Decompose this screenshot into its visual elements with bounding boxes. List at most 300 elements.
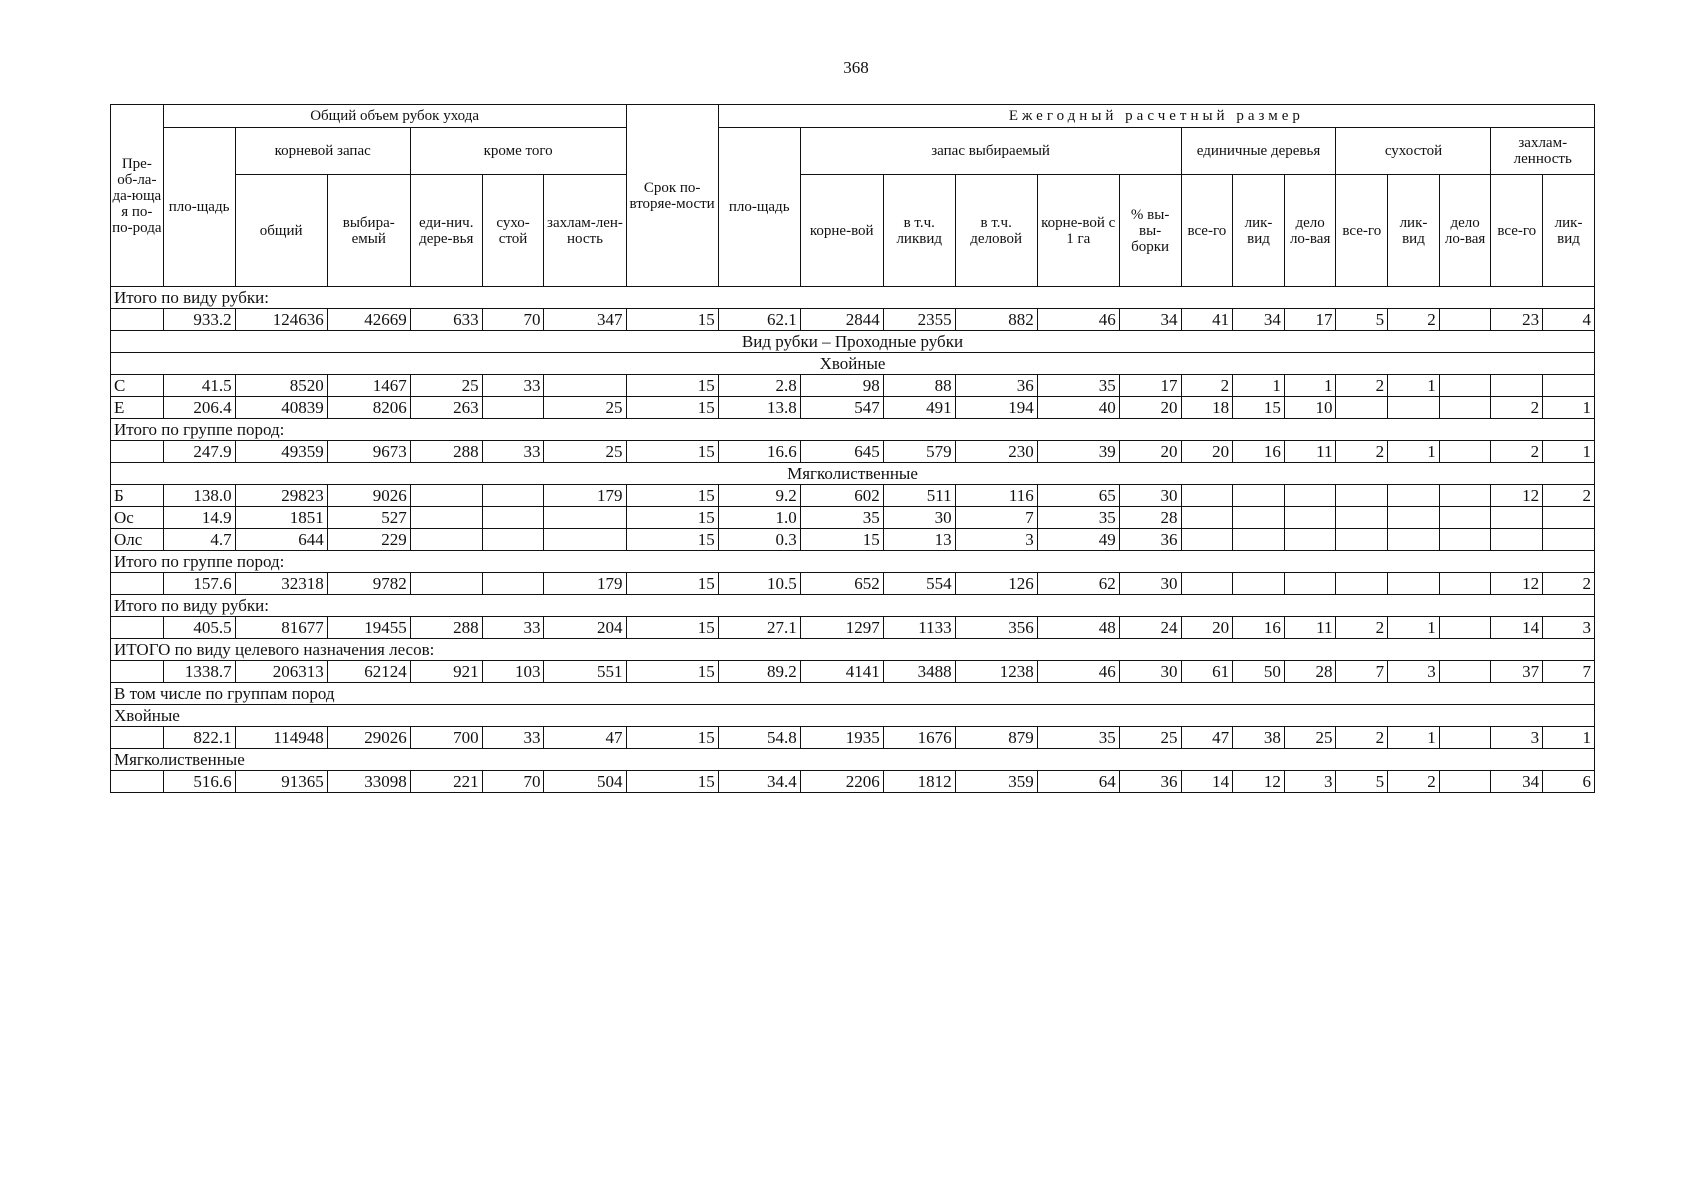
subtotal-label: ИТОГО по виду целевого назначения лесов: bbox=[111, 639, 1595, 661]
table-cell: 33098 bbox=[327, 771, 410, 793]
table-cell bbox=[111, 727, 164, 749]
table-cell: 15 bbox=[626, 485, 718, 507]
table-cell: 179 bbox=[544, 573, 626, 595]
table-cell: 1 bbox=[1543, 397, 1595, 419]
header-all2: все-го bbox=[1336, 175, 1388, 287]
table-cell bbox=[1388, 529, 1440, 551]
table-cell: 13 bbox=[883, 529, 955, 551]
table-cell: 30 bbox=[1119, 573, 1181, 595]
table-cell: 30 bbox=[1119, 485, 1181, 507]
table-cell bbox=[111, 771, 164, 793]
subtotal-label: В том числе по группам пород bbox=[111, 683, 1595, 705]
table-cell: 9782 bbox=[327, 573, 410, 595]
table-cell: 3488 bbox=[883, 661, 955, 683]
table-cell bbox=[1336, 573, 1388, 595]
table-cell: 921 bbox=[410, 661, 482, 683]
table-row bbox=[111, 617, 1595, 639]
table-cell bbox=[1439, 485, 1491, 507]
table-cell: 2 bbox=[1491, 441, 1543, 463]
table-cell: 30 bbox=[883, 507, 955, 529]
table-cell: 38 bbox=[1233, 727, 1285, 749]
table-cell: 405.5 bbox=[163, 617, 235, 639]
section-heading: Вид рубки – Проходные рубки bbox=[111, 331, 1595, 353]
table-cell: 12 bbox=[1491, 485, 1543, 507]
table-cell: 36 bbox=[1119, 529, 1181, 551]
table-cell: 10.5 bbox=[718, 573, 800, 595]
table-cell: 359 bbox=[955, 771, 1037, 793]
table-cell: 15 bbox=[626, 397, 718, 419]
table-cell bbox=[1336, 507, 1388, 529]
table-cell: 41.5 bbox=[163, 375, 235, 397]
table-cell: 98 bbox=[800, 375, 883, 397]
table-cell: 2 bbox=[1181, 375, 1233, 397]
table-cell: 17 bbox=[1284, 309, 1336, 331]
table-cell: 1 bbox=[1543, 441, 1595, 463]
table-cell bbox=[1439, 441, 1491, 463]
table-cell: 12 bbox=[1233, 771, 1285, 793]
header-liq2: лик-вид bbox=[1388, 175, 1440, 287]
table-cell: 36 bbox=[1119, 771, 1181, 793]
table-row bbox=[111, 771, 1595, 793]
table-cell: 7 bbox=[1543, 661, 1595, 683]
table-cell bbox=[1491, 507, 1543, 529]
table-cell: 33 bbox=[482, 441, 544, 463]
table-cell: 70 bbox=[482, 309, 544, 331]
table-cell: 65 bbox=[1037, 485, 1119, 507]
table-cell: 882 bbox=[955, 309, 1037, 331]
header-liq3: лик-вид bbox=[1543, 175, 1595, 287]
table-cell: 2 bbox=[1336, 727, 1388, 749]
table-cell: 15 bbox=[1233, 397, 1285, 419]
table-cell: 0.3 bbox=[718, 529, 800, 551]
table-cell: 42669 bbox=[327, 309, 410, 331]
table-cell: 4.7 bbox=[163, 529, 235, 551]
table-cell: 204 bbox=[544, 617, 626, 639]
table-cell bbox=[1388, 507, 1440, 529]
header-litter-sub: захлам-лен-ность bbox=[544, 175, 626, 287]
table-cell: 15 bbox=[626, 617, 718, 639]
table-cell bbox=[111, 309, 164, 331]
table-cell: 30 bbox=[1119, 661, 1181, 683]
harvest-table bbox=[110, 104, 1595, 793]
subtotal-label-row bbox=[111, 287, 1595, 309]
table-cell: 9.2 bbox=[718, 485, 800, 507]
table-row bbox=[111, 397, 1595, 419]
table-cell bbox=[1543, 529, 1595, 551]
subtotal-label: Итого по виду рубки: bbox=[111, 595, 1595, 617]
table-cell bbox=[1439, 727, 1491, 749]
table-cell: 5 bbox=[1336, 771, 1388, 793]
table-cell bbox=[1439, 397, 1491, 419]
table-cell: 2 bbox=[1388, 771, 1440, 793]
header-s-per-ha: корне-вой с 1 га bbox=[1037, 175, 1119, 287]
table-cell: 28 bbox=[1284, 661, 1336, 683]
table-cell: 47 bbox=[544, 727, 626, 749]
subtotal-label-row bbox=[111, 705, 1595, 727]
table-cell: 15 bbox=[800, 529, 883, 551]
table-cell: 652 bbox=[800, 573, 883, 595]
table-cell: 15 bbox=[626, 529, 718, 551]
section-heading-row bbox=[111, 353, 1595, 375]
table-cell: 1 bbox=[1543, 727, 1595, 749]
table-cell: С bbox=[111, 375, 164, 397]
table-cell bbox=[1181, 485, 1233, 507]
table-cell: 879 bbox=[955, 727, 1037, 749]
table-cell bbox=[1439, 375, 1491, 397]
subtotal-label: Мягколиственные bbox=[111, 749, 1595, 771]
table-cell: 504 bbox=[544, 771, 626, 793]
table-cell: 554 bbox=[883, 573, 955, 595]
table-cell: Олс bbox=[111, 529, 164, 551]
header-total-volume: Общий объем рубок ухода bbox=[163, 105, 626, 128]
table-cell: 3 bbox=[955, 529, 1037, 551]
header-root-stock: корневой запас bbox=[235, 128, 410, 175]
table-cell: 70 bbox=[482, 771, 544, 793]
header-litter: захлам-ленность bbox=[1491, 128, 1595, 175]
header-dry: сухо-стой bbox=[482, 175, 544, 287]
table-cell: 2.8 bbox=[718, 375, 800, 397]
table-cell: 34 bbox=[1233, 309, 1285, 331]
table-cell: 50 bbox=[1233, 661, 1285, 683]
table-cell: 10 bbox=[1284, 397, 1336, 419]
header-s-business: в т.ч. деловой bbox=[955, 175, 1037, 287]
table-cell bbox=[482, 485, 544, 507]
table-cell: 40839 bbox=[235, 397, 327, 419]
table-cell: 356 bbox=[955, 617, 1037, 639]
table-cell: 61 bbox=[1181, 661, 1233, 683]
section-heading: Мягколиственные bbox=[111, 463, 1595, 485]
table-row bbox=[111, 309, 1595, 331]
table-cell: 7 bbox=[1336, 661, 1388, 683]
table-cell bbox=[1543, 507, 1595, 529]
table-cell bbox=[1181, 573, 1233, 595]
table-cell: 194 bbox=[955, 397, 1037, 419]
table-cell: 39 bbox=[1037, 441, 1119, 463]
table-cell: 644 bbox=[235, 529, 327, 551]
subtotal-label-row bbox=[111, 749, 1595, 771]
table-cell: 1297 bbox=[800, 617, 883, 639]
table-cell bbox=[410, 485, 482, 507]
table-cell: 91365 bbox=[235, 771, 327, 793]
table-cell: 25 bbox=[410, 375, 482, 397]
table-cell: 288 bbox=[410, 441, 482, 463]
table-cell: 16.6 bbox=[718, 441, 800, 463]
table-cell: 3 bbox=[1284, 771, 1336, 793]
subtotal-label: Итого по виду рубки: bbox=[111, 287, 1595, 309]
table-cell: 5 bbox=[1336, 309, 1388, 331]
table-cell bbox=[1233, 485, 1285, 507]
table-cell: 2355 bbox=[883, 309, 955, 331]
table-cell: 29026 bbox=[327, 727, 410, 749]
table-cell: 1851 bbox=[235, 507, 327, 529]
header-s-root: корне-вой bbox=[800, 175, 883, 287]
table-row bbox=[111, 507, 1595, 529]
header-bus1: дело ло-вая bbox=[1284, 175, 1336, 287]
table-cell bbox=[410, 507, 482, 529]
header-species: Пре-об-ла-да-юща я по-по-рода bbox=[111, 105, 164, 287]
subtotal-label: Итого по группе пород: bbox=[111, 551, 1595, 573]
table-cell: 24 bbox=[1119, 617, 1181, 639]
table-cell: 2844 bbox=[800, 309, 883, 331]
header-repeat-period: Срок по-вторяе-мости bbox=[626, 105, 718, 287]
table-cell: 13.8 bbox=[718, 397, 800, 419]
table-cell: 15 bbox=[626, 309, 718, 331]
table-cell: 551 bbox=[544, 661, 626, 683]
table-cell: 25 bbox=[544, 397, 626, 419]
table-cell: 9673 bbox=[327, 441, 410, 463]
table-row bbox=[111, 485, 1595, 507]
table-cell: 1935 bbox=[800, 727, 883, 749]
table-cell: 49359 bbox=[235, 441, 327, 463]
table-cell: 347 bbox=[544, 309, 626, 331]
table-cell: 1 bbox=[1388, 727, 1440, 749]
subtotal-label: Хвойные bbox=[111, 705, 1595, 727]
table-cell: 602 bbox=[800, 485, 883, 507]
table-cell: 20 bbox=[1181, 617, 1233, 639]
header-besides: кроме того bbox=[410, 128, 626, 175]
table-cell: 16 bbox=[1233, 617, 1285, 639]
header-single: еди-нич. дере-вья bbox=[410, 175, 482, 287]
table-cell bbox=[111, 573, 164, 595]
table-cell: 37 bbox=[1491, 661, 1543, 683]
table-cell: 116 bbox=[955, 485, 1037, 507]
table-cell: 29823 bbox=[235, 485, 327, 507]
table-cell bbox=[1336, 529, 1388, 551]
table-row bbox=[111, 573, 1595, 595]
header-s-liquid: в т.ч. ликвид bbox=[883, 175, 955, 287]
table-cell: 4141 bbox=[800, 661, 883, 683]
table-cell: 2 bbox=[1336, 375, 1388, 397]
table-cell: 20 bbox=[1119, 397, 1181, 419]
table-cell: 206.4 bbox=[163, 397, 235, 419]
table-cell: 1812 bbox=[883, 771, 955, 793]
table-cell: 35 bbox=[1037, 507, 1119, 529]
subtotal-label-row bbox=[111, 683, 1595, 705]
table-cell: 15 bbox=[626, 661, 718, 683]
table-cell: 247.9 bbox=[163, 441, 235, 463]
table-cell: 64 bbox=[1037, 771, 1119, 793]
table-cell bbox=[1284, 507, 1336, 529]
table-cell: 33 bbox=[482, 727, 544, 749]
table-cell bbox=[1439, 573, 1491, 595]
table-cell: Ос bbox=[111, 507, 164, 529]
table-cell: 645 bbox=[800, 441, 883, 463]
table-cell: 48 bbox=[1037, 617, 1119, 639]
table-cell: 1 bbox=[1388, 617, 1440, 639]
table-cell: 34.4 bbox=[718, 771, 800, 793]
table-cell: 62124 bbox=[327, 661, 410, 683]
table-cell bbox=[1491, 375, 1543, 397]
table-cell: 103 bbox=[482, 661, 544, 683]
table-cell: 11 bbox=[1284, 617, 1336, 639]
table-cell bbox=[1284, 573, 1336, 595]
table-cell: 138.0 bbox=[163, 485, 235, 507]
table-cell: 1 bbox=[1233, 375, 1285, 397]
table-cell bbox=[1336, 397, 1388, 419]
table-cell bbox=[1181, 507, 1233, 529]
header-liq1: лик-вид bbox=[1233, 175, 1285, 287]
table-cell bbox=[1439, 309, 1491, 331]
table-cell: 41 bbox=[1181, 309, 1233, 331]
table-cell bbox=[482, 573, 544, 595]
table-cell: 579 bbox=[883, 441, 955, 463]
table-cell: 25 bbox=[544, 441, 626, 463]
table-cell: 2 bbox=[1388, 309, 1440, 331]
table-cell: 1 bbox=[1388, 441, 1440, 463]
table-cell: 34 bbox=[1119, 309, 1181, 331]
table-cell: 527 bbox=[327, 507, 410, 529]
header-stock-selected: запас выбираемый bbox=[800, 128, 1181, 175]
header-s-pct: % вы-вы-борки bbox=[1119, 175, 1181, 287]
header-all3: все-го bbox=[1491, 175, 1543, 287]
table-cell: 27.1 bbox=[718, 617, 800, 639]
header-bus2: дело ло-вая bbox=[1439, 175, 1491, 287]
table-cell: 49 bbox=[1037, 529, 1119, 551]
table-cell bbox=[1233, 573, 1285, 595]
table-cell: 4 bbox=[1543, 309, 1595, 331]
table-cell: 88 bbox=[883, 375, 955, 397]
table-cell bbox=[1439, 529, 1491, 551]
table-cell bbox=[482, 529, 544, 551]
table-cell: 18 bbox=[1181, 397, 1233, 419]
table-cell bbox=[1439, 771, 1491, 793]
table-cell: 633 bbox=[410, 309, 482, 331]
table-cell: Е bbox=[111, 397, 164, 419]
table-cell bbox=[482, 397, 544, 419]
table-cell: 179 bbox=[544, 485, 626, 507]
table-cell: 81677 bbox=[235, 617, 327, 639]
table-cell bbox=[1543, 375, 1595, 397]
table-cell: 1133 bbox=[883, 617, 955, 639]
table-cell: 23 bbox=[1491, 309, 1543, 331]
table-cell: 221 bbox=[410, 771, 482, 793]
table-cell: 1 bbox=[1284, 375, 1336, 397]
table-cell: 35 bbox=[1037, 727, 1119, 749]
table-row bbox=[111, 661, 1595, 683]
table-cell: 124636 bbox=[235, 309, 327, 331]
table-cell: 14 bbox=[1181, 771, 1233, 793]
table-cell: 46 bbox=[1037, 661, 1119, 683]
table-cell bbox=[1233, 507, 1285, 529]
table-cell: Б bbox=[111, 485, 164, 507]
table-cell: 54.8 bbox=[718, 727, 800, 749]
table-cell: 35 bbox=[1037, 375, 1119, 397]
table-cell: 3 bbox=[1491, 727, 1543, 749]
table-cell: 28 bbox=[1119, 507, 1181, 529]
table-cell: 15 bbox=[626, 441, 718, 463]
table-cell: 491 bbox=[883, 397, 955, 419]
table-cell: 230 bbox=[955, 441, 1037, 463]
table-cell: 2206 bbox=[800, 771, 883, 793]
table-cell: 547 bbox=[800, 397, 883, 419]
table-cell bbox=[1439, 661, 1491, 683]
table-cell: 15 bbox=[626, 573, 718, 595]
table-cell: 62 bbox=[1037, 573, 1119, 595]
table-cell: 206313 bbox=[235, 661, 327, 683]
table-cell: 20 bbox=[1181, 441, 1233, 463]
table-cell: 33 bbox=[482, 375, 544, 397]
table-row bbox=[111, 441, 1595, 463]
subtotal-label-row bbox=[111, 639, 1595, 661]
table-cell: 822.1 bbox=[163, 727, 235, 749]
header-all1: все-го bbox=[1181, 175, 1233, 287]
table-cell: 36 bbox=[955, 375, 1037, 397]
subtotal-label: Итого по группе пород: bbox=[111, 419, 1595, 441]
table-cell bbox=[1181, 529, 1233, 551]
table-cell: 6 bbox=[1543, 771, 1595, 793]
header-dead-wood: сухостой bbox=[1336, 128, 1491, 175]
table-cell bbox=[1491, 529, 1543, 551]
page-number: 368 bbox=[843, 58, 869, 77]
section-heading-row bbox=[111, 331, 1595, 353]
subtotal-label-row bbox=[111, 419, 1595, 441]
table-cell bbox=[544, 507, 626, 529]
table-cell: 516.6 bbox=[163, 771, 235, 793]
table-cell bbox=[1439, 507, 1491, 529]
table-cell: 19455 bbox=[327, 617, 410, 639]
table-cell: 89.2 bbox=[718, 661, 800, 683]
table-cell bbox=[1388, 397, 1440, 419]
table-cell bbox=[1284, 529, 1336, 551]
header-annual-area: пло-щадь bbox=[718, 128, 800, 287]
table-cell: 11 bbox=[1284, 441, 1336, 463]
table-cell bbox=[1284, 485, 1336, 507]
table-cell bbox=[482, 507, 544, 529]
table-cell: 12 bbox=[1491, 573, 1543, 595]
table-cell: 3 bbox=[1388, 661, 1440, 683]
table-cell bbox=[111, 617, 164, 639]
table-row bbox=[111, 727, 1595, 749]
table-cell: 1.0 bbox=[718, 507, 800, 529]
table-cell bbox=[544, 529, 626, 551]
table-cell bbox=[410, 573, 482, 595]
table-cell bbox=[1388, 485, 1440, 507]
table-body bbox=[111, 287, 1595, 793]
table-cell: 3 bbox=[1543, 617, 1595, 639]
header-root-total: общий bbox=[235, 175, 327, 287]
table-cell: 62.1 bbox=[718, 309, 800, 331]
table-cell: 35 bbox=[800, 507, 883, 529]
table-cell bbox=[410, 529, 482, 551]
table-cell: 126 bbox=[955, 573, 1037, 595]
table-cell: 2 bbox=[1491, 397, 1543, 419]
header-single-trees: единичные деревья bbox=[1181, 128, 1336, 175]
table-row bbox=[111, 529, 1595, 551]
table-cell: 8520 bbox=[235, 375, 327, 397]
table-cell bbox=[1336, 485, 1388, 507]
table-cell: 9026 bbox=[327, 485, 410, 507]
table-cell: 114948 bbox=[235, 727, 327, 749]
table-cell bbox=[1233, 529, 1285, 551]
table-cell: 288 bbox=[410, 617, 482, 639]
section-heading: Хвойные bbox=[111, 353, 1595, 375]
table-cell: 511 bbox=[883, 485, 955, 507]
subtotal-label-row bbox=[111, 551, 1595, 573]
table-cell bbox=[1388, 573, 1440, 595]
table-cell bbox=[1439, 617, 1491, 639]
table-cell: 15 bbox=[626, 375, 718, 397]
table-cell: 32318 bbox=[235, 573, 327, 595]
subtotal-label-row bbox=[111, 595, 1595, 617]
table-cell: 1676 bbox=[883, 727, 955, 749]
table-cell: 8206 bbox=[327, 397, 410, 419]
table-cell: 17 bbox=[1119, 375, 1181, 397]
table-cell: 15 bbox=[626, 727, 718, 749]
table-cell: 33 bbox=[482, 617, 544, 639]
table-cell: 16 bbox=[1233, 441, 1285, 463]
table-cell: 34 bbox=[1491, 771, 1543, 793]
table-cell: 2 bbox=[1336, 617, 1388, 639]
